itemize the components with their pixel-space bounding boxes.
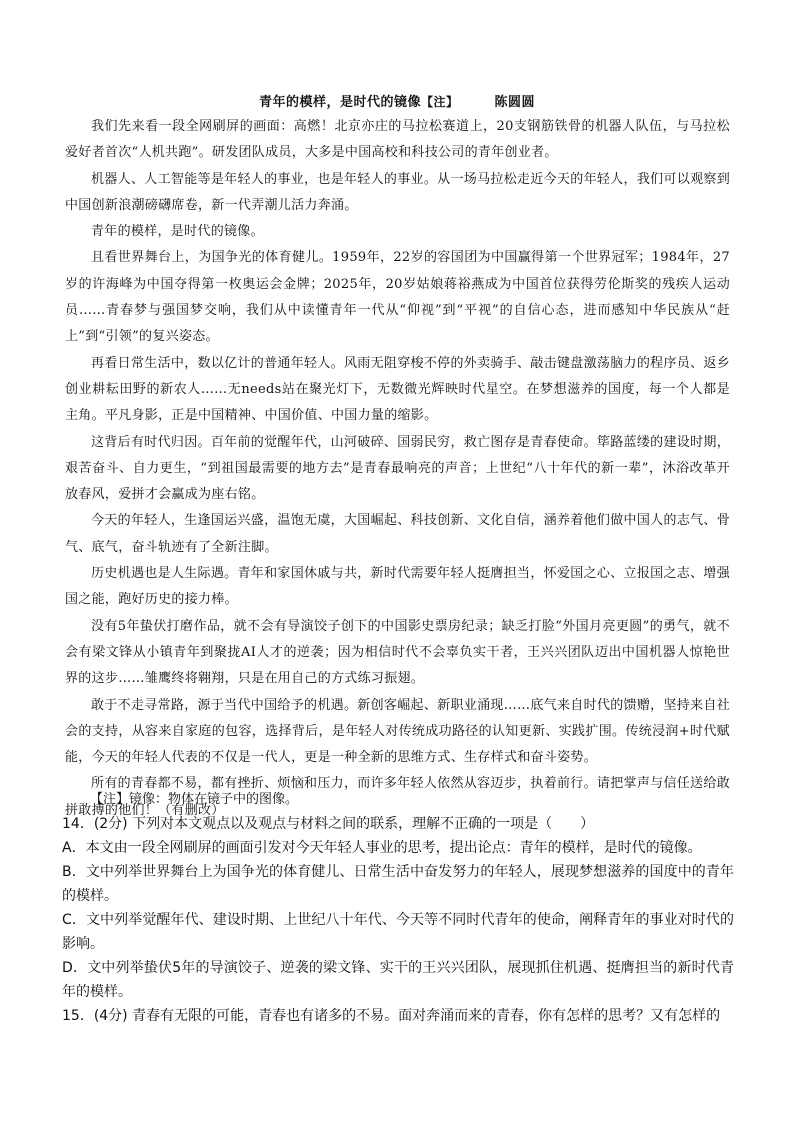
article-author: 陈圆圆 (494, 95, 536, 110)
article-paragraph: 历史机遇也是人生际遇。青年和家国休戚与共，新时代需要年轻人挺膺担当，怀爱国之心、立报国之志、增强国之能，跑好历史的接力棒。 (65, 566, 730, 608)
question-14-option-b: B．文中列举世界舞台上为国争光的体育健儿、日常生活中奋发努力的年轻人，展现梦想滋养的国度中的青年的模样。 (62, 864, 734, 904)
article-paragraph: 再看日常生活中，数以亿计的普通年轻人。风雨无阻穿梭不停的外卖骑手、敲击键盘激荡脑力的程序员、返乡创业耕耘田野的新农人……无needs站在聚光灯下，无数微光辉映时代星空。在梦想滋养的国度，每一个人都是主角。平凡身影，正是中国精神、中国价值、中国力量的缩影。 (65, 355, 730, 424)
questions-section (62, 812, 734, 1028)
article-paragraph: 敢于不走寻常路，源于当代中国给予的机遇。新创客崛起、新职业涌现……底气来自时代的馈赠，坚持来自社会的支持，从容来自家庭的包容，选择背后，是年轻人对传统成功路径的认知更新、实践扩围。传统浸润+时代赋能，今天的年轻人代表的不仅是一代人，更是一种全新的思维方式、生存样式和奋斗姿势。 (65, 697, 730, 766)
article-paragraph: 没有5年蛰伏打磨作品，就不会有导演饺子创下的中国影史票房纪录；缺乏打脸“外国月亮更圆”的勇气，就不会有梁文锋从小镇青年到聚拢AI人才的逆袭；因为相信时代不会辜负实干者，王兴兴团队迈出中国机器人惊艳世界的这步……雏鹰终将翱翔，只是在用自己的方式练习振翅。 (65, 618, 730, 687)
title-note-mark: 【注】 (420, 95, 459, 109)
article-paragraph: 机器人、人工智能等是年轻人的事业，也是年轻人的事业。从一场马拉松走近今天的年轻人，我们可以观察到中国创新浪潮磅礴席卷，新一代弄潮儿活力奔涌。 (65, 171, 730, 213)
article-paragraph: 这背后有时代归因。百年前的觉醒年代，山河破碎、国弱民穷，救亡图存是青春使命。筚路蓝缕的建设时期，艰苦奋斗、自力更生，“到祖国最需要的地方去”是青春最响亮的声音；上世纪“八十年代的新一辈”，沐浴改革开放春风，爱拼才会赢成为座右铭。 (65, 434, 730, 503)
footnote: 【注】镜像：物体在镜子中的图像。 (90, 792, 299, 807)
question-14-stem: 14．(2分) 下列对本文观点以及观点与材料之间的联系，理解不正确的一项是（ ） (62, 816, 595, 832)
article-paragraph: 且看世界舞台上，为国争光的体育健儿。1959年，22岁的容国团为中国赢得第一个世界冠军；1984年，27岁的许海峰为中国夺得第一枚奥运会金牌；2025年，20岁姑娘蒋裕燕成为中国首位获得劳伦斯奖的残疾人运动员……青春梦与强国梦交响，我们从中读懂青年一代从“仰视”到“平视”的自信心态，进而感知中华民族从“赶上”到“引领”的复兴姿态。 (65, 250, 730, 345)
question-15-stem: 15．(4分) 青春有无限的可能，青春也有诸多的不易。面对奔涌而来的青春，你有怎样的思考？又有怎样的 (62, 1008, 721, 1024)
article-title: 青年的模样，是时代的镜像 (258, 95, 421, 110)
question-14-option-a: A．本文由一段全网刷屏的画面引发对今天年轻人事业的思考，提出论点：青年的模样，是时代的镜像。 (62, 840, 702, 856)
question-14-option-c: C．文中列举觉醒年代、建设时期、上世纪八十年代、今天等不同时代青年的使命，阐释青年的事业对时代的影响。 (62, 912, 734, 952)
article-paragraph: 我们先来看一段全网刷屏的画面：高燃！北京亦庄的马拉松赛道上，20支钢筋铁骨的机器人队伍，与马拉松爱好者首次“人机共跑”。研发团队成员，大多是中国高校和科技公司的青年创业者。 (65, 119, 730, 161)
question-14-option-d: D．文中列举蛰伏5年的导演饺子、逆袭的梁文锋、实干的王兴兴团队，展现抓住机遇、挺膺担当的新时代青年的模样。 (62, 960, 734, 1000)
article-paragraph: 今天的年轻人，生逢国运兴盛，温饱无虞，大国崛起、科技创新、文化自信，涵养着他们做中国人的志气、骨气、底气，奋斗轨迹有了全新注脚。 (65, 513, 730, 555)
article-title-line (0, 91, 794, 110)
article-body (65, 114, 730, 824)
article-paragraph: 青年的模样，是时代的镜像。 (91, 224, 264, 240)
article-paragraph: 所有的青春都不易，都有挫折、烦恼和压力，而许多年轻人依然从容迈步，执着前行。请把掌声与信任送给敢拼敢搏的他们！（有删改） (65, 776, 730, 818)
